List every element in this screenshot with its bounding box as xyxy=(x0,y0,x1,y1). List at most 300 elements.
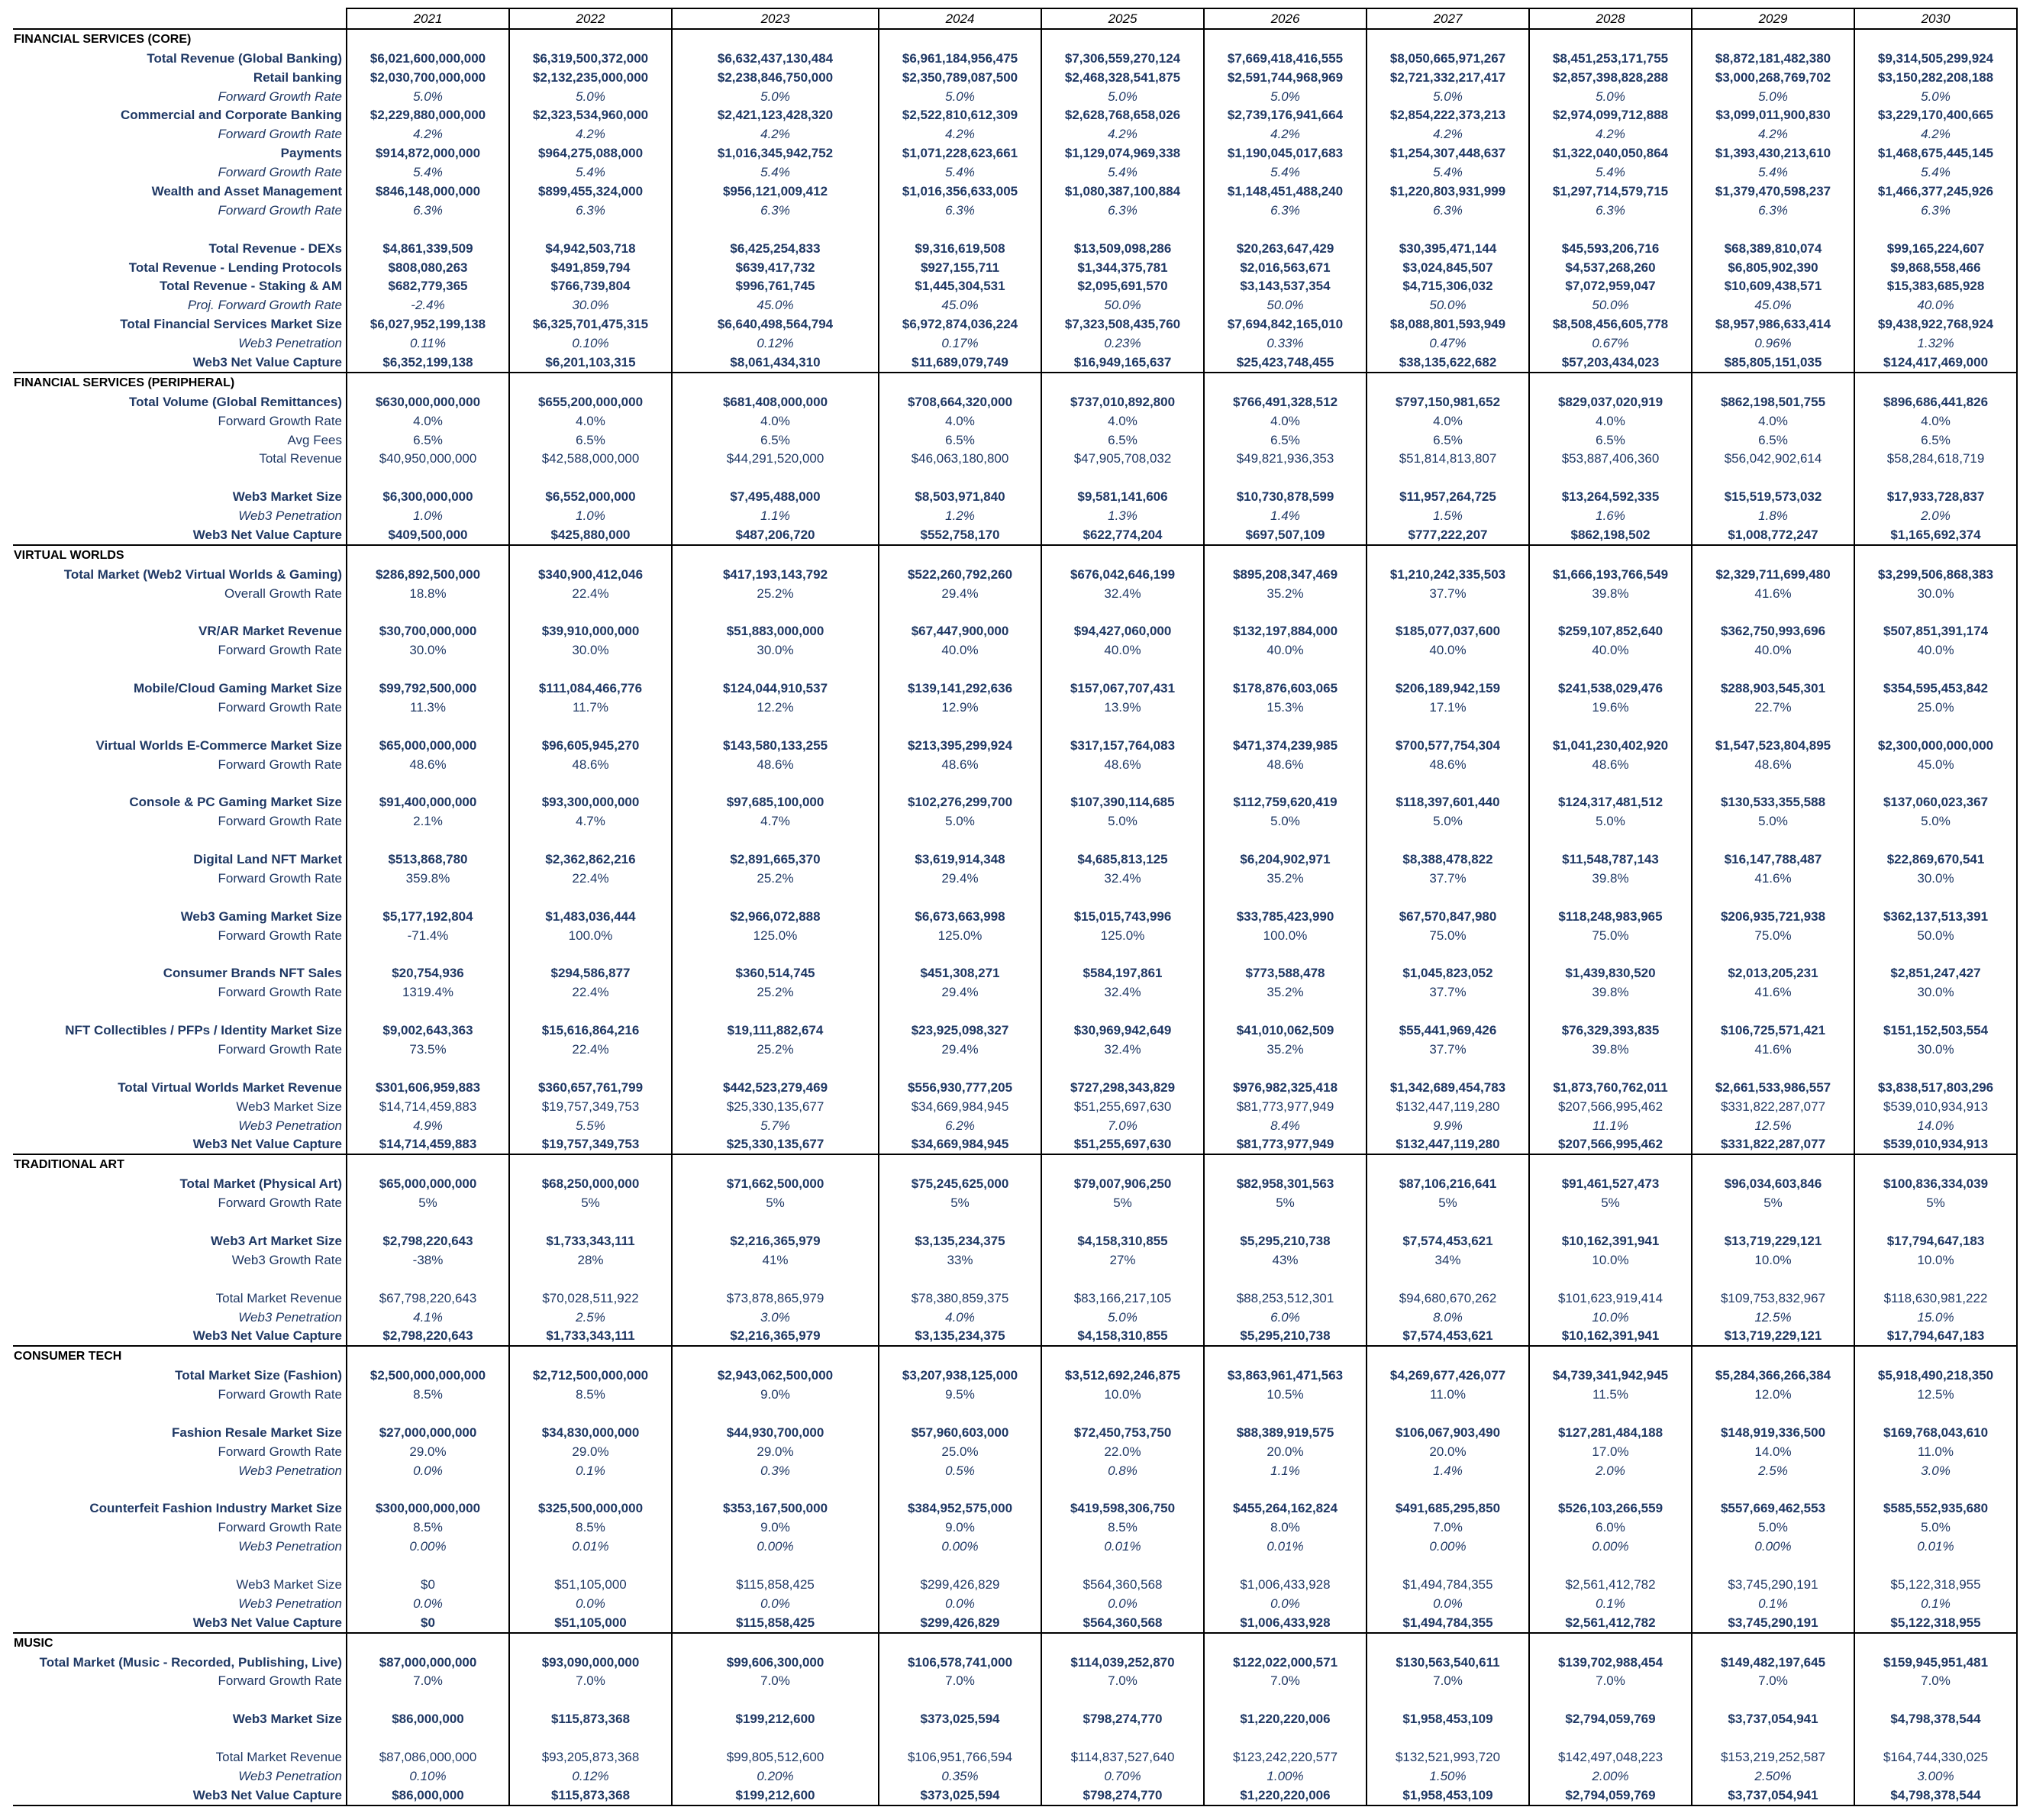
value-cell: 6.3% xyxy=(1204,201,1367,220)
row-label: Wealth and Asset Management xyxy=(151,183,342,198)
value-cell: $5,122,318,955 xyxy=(1854,1575,2017,1594)
value-cell: $83,166,217,105 xyxy=(1041,1289,1204,1308)
value-cell: 1.0% xyxy=(509,506,672,525)
empty-cell xyxy=(1854,373,2017,392)
value-cell: 5.4% xyxy=(879,163,1041,182)
value-cell: $51,814,813,807 xyxy=(1367,449,1529,468)
value-cell: $1,445,304,531 xyxy=(879,276,1041,295)
value-cell: 5.0% xyxy=(879,87,1041,106)
value-cell: 10.5% xyxy=(1204,1385,1367,1404)
spacer-cell xyxy=(1529,717,1692,736)
forecast-table xyxy=(13,8,2018,1806)
year-header: 2026 xyxy=(1204,8,1367,29)
empty-cell xyxy=(1367,545,1529,565)
row-label: Total Revenue (Global Banking) xyxy=(147,50,342,66)
spacer-cell xyxy=(1367,945,1529,964)
value-cell: 6.3% xyxy=(1529,201,1692,220)
value-cell: 5.0% xyxy=(1529,812,1692,831)
value-cell: 29.0% xyxy=(509,1442,672,1461)
value-cell: $71,662,500,000 xyxy=(672,1174,879,1193)
value-cell: $2,421,123,428,320 xyxy=(672,105,879,124)
value-cell: $93,300,000,000 xyxy=(509,793,672,812)
value-cell: 7.0% xyxy=(672,1671,879,1690)
value-cell: $199,212,600 xyxy=(672,1709,879,1728)
value-cell: $6,319,500,372,000 xyxy=(509,49,672,68)
value-cell: 43% xyxy=(1204,1250,1367,1270)
table-row xyxy=(13,1021,2017,1040)
value-cell: $2,798,220,643 xyxy=(347,1231,509,1250)
value-cell: $1,190,045,017,683 xyxy=(1204,144,1367,163)
spacer-cell xyxy=(672,603,879,622)
empty-cell xyxy=(1692,1346,1854,1366)
spacer-cell xyxy=(1854,220,2017,239)
value-cell: 0.8% xyxy=(1041,1461,1204,1480)
spacer-cell xyxy=(347,1556,509,1575)
spacer-cell xyxy=(879,831,1041,850)
value-cell: $122,022,000,571 xyxy=(1204,1653,1367,1672)
value-cell: $798,274,770 xyxy=(1041,1786,1204,1805)
value-cell: $6,961,184,956,475 xyxy=(879,49,1041,68)
value-cell: 11.0% xyxy=(1854,1442,2017,1461)
value-cell: $2,721,332,217,417 xyxy=(1367,68,1529,87)
table-row xyxy=(13,182,2017,201)
value-cell: $159,945,951,481 xyxy=(1854,1653,2017,1672)
value-cell: $178,876,603,065 xyxy=(1204,679,1367,698)
value-cell: 2.0% xyxy=(1854,506,2017,525)
value-cell: $2,468,328,541,875 xyxy=(1041,68,1204,87)
value-cell: 22.4% xyxy=(509,584,672,603)
spacer-cell xyxy=(347,660,509,679)
value-cell: 45.0% xyxy=(1692,295,1854,315)
spacer-cell xyxy=(879,660,1041,679)
value-cell: $91,461,527,473 xyxy=(1529,1174,1692,1193)
value-cell: $15,015,743,996 xyxy=(1041,907,1204,926)
value-cell: $114,039,252,870 xyxy=(1041,1653,1204,1672)
value-cell: 13.9% xyxy=(1041,698,1204,717)
spacer-cell xyxy=(672,888,879,907)
spacer-cell xyxy=(347,1059,509,1078)
value-cell: 11.1% xyxy=(1529,1116,1692,1135)
empty-cell xyxy=(347,373,509,392)
value-cell: 28% xyxy=(509,1250,672,1270)
value-cell: 0.01% xyxy=(1204,1537,1367,1556)
value-cell: 7.0% xyxy=(1041,1116,1204,1135)
spacer-cell xyxy=(1041,1556,1204,1575)
value-cell: $927,155,711 xyxy=(879,258,1041,277)
value-cell: 6.5% xyxy=(1204,431,1367,450)
value-cell: 6.5% xyxy=(347,431,509,450)
spacer-cell xyxy=(672,1556,879,1575)
spacer-cell xyxy=(1204,1270,1367,1289)
table-row xyxy=(13,1594,2017,1613)
value-cell: 4.2% xyxy=(879,124,1041,144)
spacer-cell xyxy=(672,1059,879,1078)
spacer-cell xyxy=(13,774,347,793)
spacer-cell xyxy=(347,1212,509,1231)
spacer-cell xyxy=(1692,1212,1854,1231)
spacer-cell xyxy=(672,1270,879,1289)
table-row xyxy=(13,1326,2017,1346)
value-cell: 1.2% xyxy=(879,506,1041,525)
value-cell: 41.6% xyxy=(1692,983,1854,1002)
value-cell: $10,609,438,571 xyxy=(1692,276,1854,295)
empty-cell xyxy=(1529,29,1692,49)
value-cell: $6,552,000,000 xyxy=(509,487,672,506)
empty-cell xyxy=(1692,1154,1854,1174)
spacer-cell xyxy=(1692,660,1854,679)
spacer-cell xyxy=(1692,1556,1854,1575)
spacer-row xyxy=(13,1212,2017,1231)
value-cell: $451,308,271 xyxy=(879,964,1041,983)
spacer-cell xyxy=(1204,1404,1367,1423)
spacer-cell xyxy=(1692,1002,1854,1021)
spacer-cell xyxy=(1854,1270,2017,1289)
value-cell: $57,203,434,023 xyxy=(1529,353,1692,373)
value-cell: 4.7% xyxy=(509,812,672,831)
spacer-cell xyxy=(1529,888,1692,907)
value-cell: $2,794,059,769 xyxy=(1529,1709,1692,1728)
value-cell: 30.0% xyxy=(509,295,672,315)
value-cell: $15,383,685,928 xyxy=(1854,276,2017,295)
value-cell: 100.0% xyxy=(1204,926,1367,945)
table-row xyxy=(13,525,2017,545)
spacer-cell xyxy=(1854,888,2017,907)
row-label: Forward Growth Rate xyxy=(218,1387,342,1402)
value-cell: 30.0% xyxy=(1854,869,2017,888)
value-cell: 0.00% xyxy=(1529,1537,1692,1556)
spacer-cell xyxy=(347,945,509,964)
value-cell: 2.00% xyxy=(1529,1767,1692,1786)
year-header-row xyxy=(13,8,2017,29)
table-row xyxy=(13,793,2017,812)
value-cell: $6,027,952,199,138 xyxy=(347,315,509,334)
value-cell: 4.7% xyxy=(672,812,879,831)
value-cell: 4.9% xyxy=(347,1116,509,1135)
value-cell: $6,425,254,833 xyxy=(672,239,879,258)
value-cell: $207,566,995,462 xyxy=(1529,1097,1692,1116)
value-cell: $3,745,290,191 xyxy=(1692,1575,1854,1594)
section-title: FINANCIAL SERVICES (PERIPHERAL) xyxy=(13,373,347,392)
empty-cell xyxy=(1367,29,1529,49)
spacer-cell xyxy=(13,1212,347,1231)
value-cell: 11.3% xyxy=(347,698,509,717)
value-cell: 0.0% xyxy=(509,1594,672,1613)
value-cell: 4.0% xyxy=(509,411,672,431)
value-cell: 29.0% xyxy=(347,1442,509,1461)
spacer-cell xyxy=(672,1404,879,1423)
value-cell: $4,537,268,260 xyxy=(1529,258,1692,277)
value-cell: $299,426,829 xyxy=(879,1613,1041,1633)
table-row xyxy=(13,1747,2017,1767)
spacer-row xyxy=(13,468,2017,487)
value-cell: 6.3% xyxy=(1041,201,1204,220)
empty-cell xyxy=(1692,545,1854,565)
table-row xyxy=(13,1653,2017,1672)
value-cell: 2.0% xyxy=(1529,1461,1692,1480)
value-cell: $1,733,343,111 xyxy=(509,1231,672,1250)
value-cell: $539,010,934,913 xyxy=(1854,1097,2017,1116)
value-cell: $797,150,981,652 xyxy=(1367,392,1529,411)
value-cell: 6.5% xyxy=(672,431,879,450)
value-cell: $44,291,520,000 xyxy=(672,449,879,468)
value-cell: 0.1% xyxy=(509,1461,672,1480)
row-label: Forward Growth Rate xyxy=(218,757,342,772)
spacer-cell xyxy=(1367,831,1529,850)
table-row xyxy=(13,698,2017,717)
value-cell: $8,050,665,971,267 xyxy=(1367,49,1529,68)
value-cell: 5.0% xyxy=(1692,87,1854,106)
value-cell: $1,393,430,213,610 xyxy=(1692,144,1854,163)
value-cell: 0.01% xyxy=(1854,1537,2017,1556)
value-cell: $681,408,000,000 xyxy=(672,392,879,411)
value-cell: 11.5% xyxy=(1529,1385,1692,1404)
spacer-cell xyxy=(1692,831,1854,850)
value-cell: 12.0% xyxy=(1692,1385,1854,1404)
year-header: 2024 xyxy=(879,8,1041,29)
value-cell: $10,730,878,599 xyxy=(1204,487,1367,506)
value-cell: 30.0% xyxy=(1854,983,2017,1002)
value-cell: $65,000,000,000 xyxy=(347,736,509,755)
value-cell: 6.5% xyxy=(1854,431,2017,450)
table-row xyxy=(13,1442,2017,1461)
value-cell: $2,095,691,570 xyxy=(1041,276,1204,295)
empty-cell xyxy=(1367,1633,1529,1653)
spacer-cell xyxy=(1854,945,2017,964)
value-cell: $8,503,971,840 xyxy=(879,487,1041,506)
value-cell: 5% xyxy=(1204,1193,1367,1212)
value-cell: $8,061,434,310 xyxy=(672,353,879,373)
value-cell: $1,071,228,623,661 xyxy=(879,144,1041,163)
value-cell: $2,561,412,782 xyxy=(1529,1613,1692,1633)
table-row xyxy=(13,1097,2017,1116)
year-header: 2021 xyxy=(347,8,509,29)
spacer-cell xyxy=(672,1728,879,1747)
value-cell: $102,276,299,700 xyxy=(879,793,1041,812)
spacer-cell xyxy=(1692,1728,1854,1747)
value-cell: $9,868,558,466 xyxy=(1854,258,2017,277)
value-cell: $99,606,300,000 xyxy=(672,1653,879,1672)
value-cell: 5.4% xyxy=(1204,163,1367,182)
value-cell: $301,606,959,883 xyxy=(347,1078,509,1097)
year-header: 2030 xyxy=(1854,8,2017,29)
value-cell: $38,135,622,682 xyxy=(1367,353,1529,373)
value-cell: 22.4% xyxy=(509,1040,672,1059)
spacer-cell xyxy=(1529,1690,1692,1709)
value-cell: $13,719,229,121 xyxy=(1692,1231,1854,1250)
value-cell: 6.5% xyxy=(1041,431,1204,450)
value-cell: $15,616,864,216 xyxy=(509,1021,672,1040)
value-cell: 0.0% xyxy=(879,1594,1041,1613)
value-cell: $8,088,801,593,949 xyxy=(1367,315,1529,334)
spacer-cell xyxy=(13,831,347,850)
value-cell: $9,581,141,606 xyxy=(1041,487,1204,506)
value-cell: $44,930,700,000 xyxy=(672,1423,879,1442)
value-cell: 6.3% xyxy=(1367,201,1529,220)
empty-cell xyxy=(347,29,509,49)
value-cell: $331,822,287,077 xyxy=(1692,1097,1854,1116)
value-cell: 8.5% xyxy=(347,1385,509,1404)
value-cell: $6,325,701,475,315 xyxy=(509,315,672,334)
spacer-cell xyxy=(1041,1480,1204,1499)
spacer-cell xyxy=(1529,1556,1692,1575)
spacer-cell xyxy=(1529,468,1692,487)
value-cell: $1,297,714,579,715 xyxy=(1529,182,1692,201)
value-cell: $862,198,501,755 xyxy=(1692,392,1854,411)
empty-cell xyxy=(1204,1633,1367,1653)
row-label: Web3 Penetration xyxy=(238,1463,342,1478)
spacer-cell xyxy=(672,1480,879,1499)
value-cell: $27,000,000,000 xyxy=(347,1423,509,1442)
value-cell: 7.0% xyxy=(1367,1518,1529,1537)
value-cell: $895,208,347,469 xyxy=(1204,565,1367,584)
value-cell: $185,077,037,600 xyxy=(1367,622,1529,641)
table-row xyxy=(13,1040,2017,1059)
empty-cell xyxy=(1692,373,1854,392)
value-cell: 5.0% xyxy=(1041,1308,1204,1327)
value-cell: $139,702,988,454 xyxy=(1529,1653,1692,1672)
spacer-cell xyxy=(509,945,672,964)
value-cell: $0 xyxy=(347,1613,509,1633)
value-cell: 5.4% xyxy=(1692,163,1854,182)
spacer-cell xyxy=(672,468,879,487)
value-cell: $737,010,892,800 xyxy=(1041,392,1204,411)
spacer-cell xyxy=(1692,1404,1854,1423)
spacer-row xyxy=(13,220,2017,239)
value-cell: $9,314,505,299,924 xyxy=(1854,49,2017,68)
value-cell: $207,566,995,462 xyxy=(1529,1135,1692,1155)
value-cell: $3,737,054,941 xyxy=(1692,1786,1854,1805)
value-cell: 40.0% xyxy=(1854,295,2017,315)
value-cell: 0.23% xyxy=(1041,334,1204,353)
spacer-cell xyxy=(13,1059,347,1078)
value-cell: $5,295,210,738 xyxy=(1204,1326,1367,1346)
value-cell: $124,044,910,537 xyxy=(672,679,879,698)
value-cell: $10,162,391,941 xyxy=(1529,1326,1692,1346)
empty-cell xyxy=(347,1154,509,1174)
value-cell: $34,669,984,945 xyxy=(879,1097,1041,1116)
value-cell: $3,143,537,354 xyxy=(1204,276,1367,295)
value-cell: $132,521,993,720 xyxy=(1367,1747,1529,1767)
empty-cell xyxy=(1854,545,2017,565)
spacer-cell xyxy=(1367,1480,1529,1499)
value-cell: $67,447,900,000 xyxy=(879,622,1041,641)
value-cell: $766,739,804 xyxy=(509,276,672,295)
spacer-cell xyxy=(1204,831,1367,850)
value-cell: 10.0% xyxy=(1529,1250,1692,1270)
spacer-row xyxy=(13,1690,2017,1709)
row-label: Forward Growth Rate xyxy=(218,1196,342,1211)
value-cell: $3,150,282,208,188 xyxy=(1854,68,2017,87)
row-label: Web3 Penetration xyxy=(238,1768,342,1783)
table-row xyxy=(13,1308,2017,1327)
value-cell: $9,002,643,363 xyxy=(347,1021,509,1040)
value-cell: $115,873,368 xyxy=(509,1786,672,1805)
spacer-cell xyxy=(347,1270,509,1289)
spacer-cell xyxy=(1692,888,1854,907)
value-cell: $81,773,977,949 xyxy=(1204,1097,1367,1116)
value-cell: $373,025,594 xyxy=(879,1786,1041,1805)
table-row xyxy=(13,1174,2017,1193)
value-cell: $4,158,310,855 xyxy=(1041,1326,1204,1346)
spacer-cell xyxy=(1204,1002,1367,1021)
spacer-row xyxy=(13,1480,2017,1499)
value-cell: 1.50% xyxy=(1367,1767,1529,1786)
spacer-cell xyxy=(672,1690,879,1709)
spacer-cell xyxy=(672,1002,879,1021)
row-label: Console & PC Gaming Market Size xyxy=(129,795,342,810)
spacer-cell xyxy=(879,1480,1041,1499)
value-cell: 10.0% xyxy=(1854,1250,2017,1270)
value-cell: $2,591,744,968,969 xyxy=(1204,68,1367,87)
value-cell: 11.7% xyxy=(509,698,672,717)
value-cell: $132,197,884,000 xyxy=(1204,622,1367,641)
spacer-row xyxy=(13,660,2017,679)
value-cell: $4,798,378,544 xyxy=(1854,1786,2017,1805)
spacer-cell xyxy=(672,831,879,850)
value-cell: $6,640,498,564,794 xyxy=(672,315,879,334)
value-cell: $68,250,000,000 xyxy=(509,1174,672,1193)
spacer-row xyxy=(13,1728,2017,1747)
value-cell: $2,229,880,000,000 xyxy=(347,105,509,124)
row-label: Forward Growth Rate xyxy=(218,1520,342,1535)
value-cell: 34% xyxy=(1367,1250,1529,1270)
spacer-cell xyxy=(509,1728,672,1747)
value-cell: $2,323,534,960,000 xyxy=(509,105,672,124)
value-cell: 2.50% xyxy=(1692,1767,1854,1786)
row-label: Total Revenue xyxy=(259,451,342,466)
value-cell: 75.0% xyxy=(1692,926,1854,945)
row-label: Commercial and Corporate Banking xyxy=(120,108,342,123)
value-cell: $552,758,170 xyxy=(879,525,1041,545)
spacer-cell xyxy=(1204,945,1367,964)
year-header: 2028 xyxy=(1529,8,1692,29)
value-cell: $964,275,088,000 xyxy=(509,144,672,163)
value-cell: 0.70% xyxy=(1041,1767,1204,1786)
value-cell: 0.67% xyxy=(1529,334,1692,353)
value-cell: $1,666,193,766,549 xyxy=(1529,565,1692,584)
value-cell: $9,316,619,508 xyxy=(879,239,1041,258)
value-cell: $288,903,545,301 xyxy=(1692,679,1854,698)
spacer-cell xyxy=(879,220,1041,239)
spacer-cell xyxy=(13,1002,347,1021)
value-cell: $1,041,230,402,920 xyxy=(1529,736,1692,755)
spacer-cell xyxy=(1854,717,2017,736)
value-cell: 7.0% xyxy=(1529,1671,1692,1690)
row-label: Avg Fees xyxy=(287,432,342,447)
value-cell: 4.2% xyxy=(1204,124,1367,144)
value-cell: $1,958,453,109 xyxy=(1367,1786,1529,1805)
value-cell: $526,103,266,559 xyxy=(1529,1499,1692,1518)
value-cell: $7,669,418,416,555 xyxy=(1204,49,1367,68)
year-header: 2025 xyxy=(1041,8,1204,29)
value-cell: $6,352,199,138 xyxy=(347,353,509,373)
value-cell: $417,193,143,792 xyxy=(672,565,879,584)
value-cell: 3.00% xyxy=(1854,1767,2017,1786)
value-cell: $914,872,000,000 xyxy=(347,144,509,163)
spacer-cell xyxy=(509,1404,672,1423)
value-cell: $1,733,343,111 xyxy=(509,1326,672,1346)
value-cell: 5.0% xyxy=(1529,87,1692,106)
spacer-cell xyxy=(1529,1480,1692,1499)
value-cell: 7.0% xyxy=(347,1671,509,1690)
value-cell: 4.2% xyxy=(1854,124,2017,144)
table-row xyxy=(13,565,2017,584)
value-cell: $1,016,356,633,005 xyxy=(879,182,1041,201)
row-label: NFT Collectibles / PFPs / Identity Market Size xyxy=(65,1023,342,1038)
spacer-cell xyxy=(509,717,672,736)
spacer-cell xyxy=(1854,1404,2017,1423)
value-cell: $639,417,732 xyxy=(672,258,879,277)
